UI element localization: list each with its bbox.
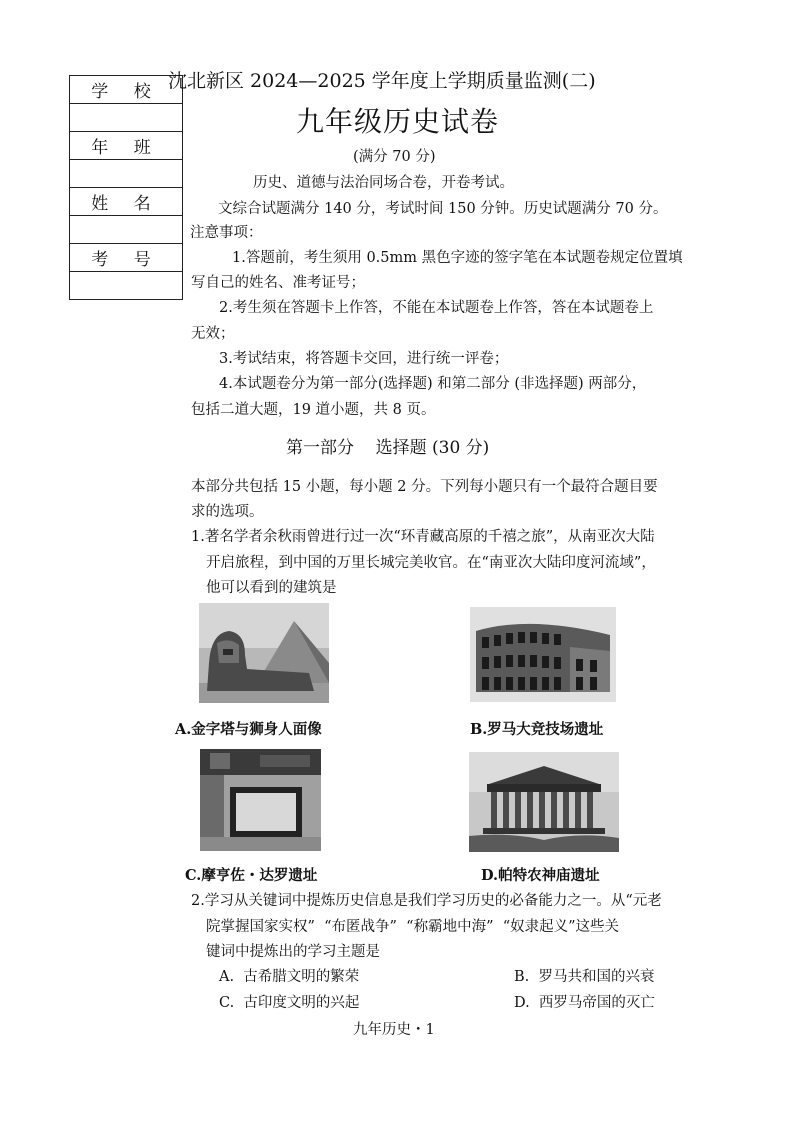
q2-option-c[interactable]: C. 古印度文明的兴起 xyxy=(219,995,360,1011)
notes-title: 注意事项： xyxy=(190,225,263,241)
q1-option-c[interactable]: C.摩亨佐・达罗遗址 xyxy=(185,867,318,884)
mohenjo-daro-photo xyxy=(200,749,321,851)
school-field[interactable] xyxy=(70,104,183,132)
name-field[interactable] xyxy=(70,216,183,244)
note-2a: 2.考生须在答题卡上作答，不能在本试题卷上作答，答在本试题卷上 xyxy=(219,300,654,316)
pyramid-sphinx-photo xyxy=(199,603,329,703)
q1-option-b[interactable]: B.罗马大竞技场遗址 xyxy=(470,721,604,738)
class-field[interactable] xyxy=(70,160,183,188)
q2-line-1: 2.学习从关键词中提炼历史信息是我们学习历史的必备能力之一。从“元老 xyxy=(191,893,662,909)
note-1b: 写自己的姓名、准考证号； xyxy=(191,275,365,291)
note-4a: 4.本试题卷分为第一部分(选择题) 和第二部分 (非选择题) 两部分， xyxy=(219,376,647,392)
exam-title: 九年级历史试卷 xyxy=(296,105,500,138)
q2-line-3: 键词中提炼出的学习主题是 xyxy=(206,944,380,960)
intro-line-1: 历史、道德与法治同场合卷，开卷考试。 xyxy=(253,175,514,191)
q2-option-b[interactable]: B. 罗马共和国的兴衰 xyxy=(514,969,655,985)
q2-line-2: 院掌握国家实权” “布匿战争” “称霸地中海” “奴隶起义”这些关 xyxy=(206,919,620,935)
school-label: 学 校 xyxy=(70,76,183,104)
note-2b: 无效； xyxy=(191,326,235,342)
section-1-title: 第一部分 选择题 (30 分) xyxy=(286,438,490,458)
class-label: 年 班 xyxy=(70,132,183,160)
section-1-desc-a: 本部分共包括 15 小题，每小题 2 分。下列每小题只有一个最符合题目要 xyxy=(191,479,658,495)
exam-no-field[interactable] xyxy=(70,272,183,300)
q1-option-d[interactable]: D.帕特农神庙遗址 xyxy=(481,867,600,884)
student-info-table xyxy=(69,75,183,300)
parthenon-photo xyxy=(469,752,619,852)
q2-option-d[interactable]: D. 西罗马帝国的灭亡 xyxy=(514,995,655,1011)
full-score: (满分 70 分) xyxy=(353,149,436,165)
q1-line-2: 开启旅程，到中国的万里长城完美收官。在“南亚次大陆印度河流域”， xyxy=(206,555,656,571)
colosseum-photo xyxy=(470,607,616,702)
q1-line-1: 1.著名学者余秋雨曾进行过一次“环青藏高原的千禧之旅”，从南亚次大陆 xyxy=(191,529,655,545)
q1-line-3: 他可以看到的建筑是 xyxy=(206,580,337,596)
exam-no-label: 考 号 xyxy=(70,244,183,272)
q2-option-a[interactable]: A. 古希腊文明的繁荣 xyxy=(219,969,360,985)
page-footer: 九年历史・1 xyxy=(353,1022,435,1038)
exam-subtitle: 沈北新区 2024—2025 学年度上学期质量监测(二) xyxy=(168,70,596,92)
intro-line-2: 文综合试题满分 140 分，考试时间 150 分钟。历史试题满分 70 分。 xyxy=(218,201,668,217)
q1-option-a[interactable]: A.金字塔与狮身人面像 xyxy=(175,721,322,738)
note-1a: 1.答题前，考生须用 0.5mm 黑色字迹的签字笔在本试题卷规定位置填 xyxy=(232,250,683,266)
name-label: 姓 名 xyxy=(70,188,183,216)
note-4b: 包括二道大题，19 道小题，共 8 页。 xyxy=(191,402,436,418)
note-3: 3.考试结束，将答题卡交回，进行统一评卷； xyxy=(219,351,509,367)
section-1-desc-b: 求的选项。 xyxy=(191,504,264,520)
